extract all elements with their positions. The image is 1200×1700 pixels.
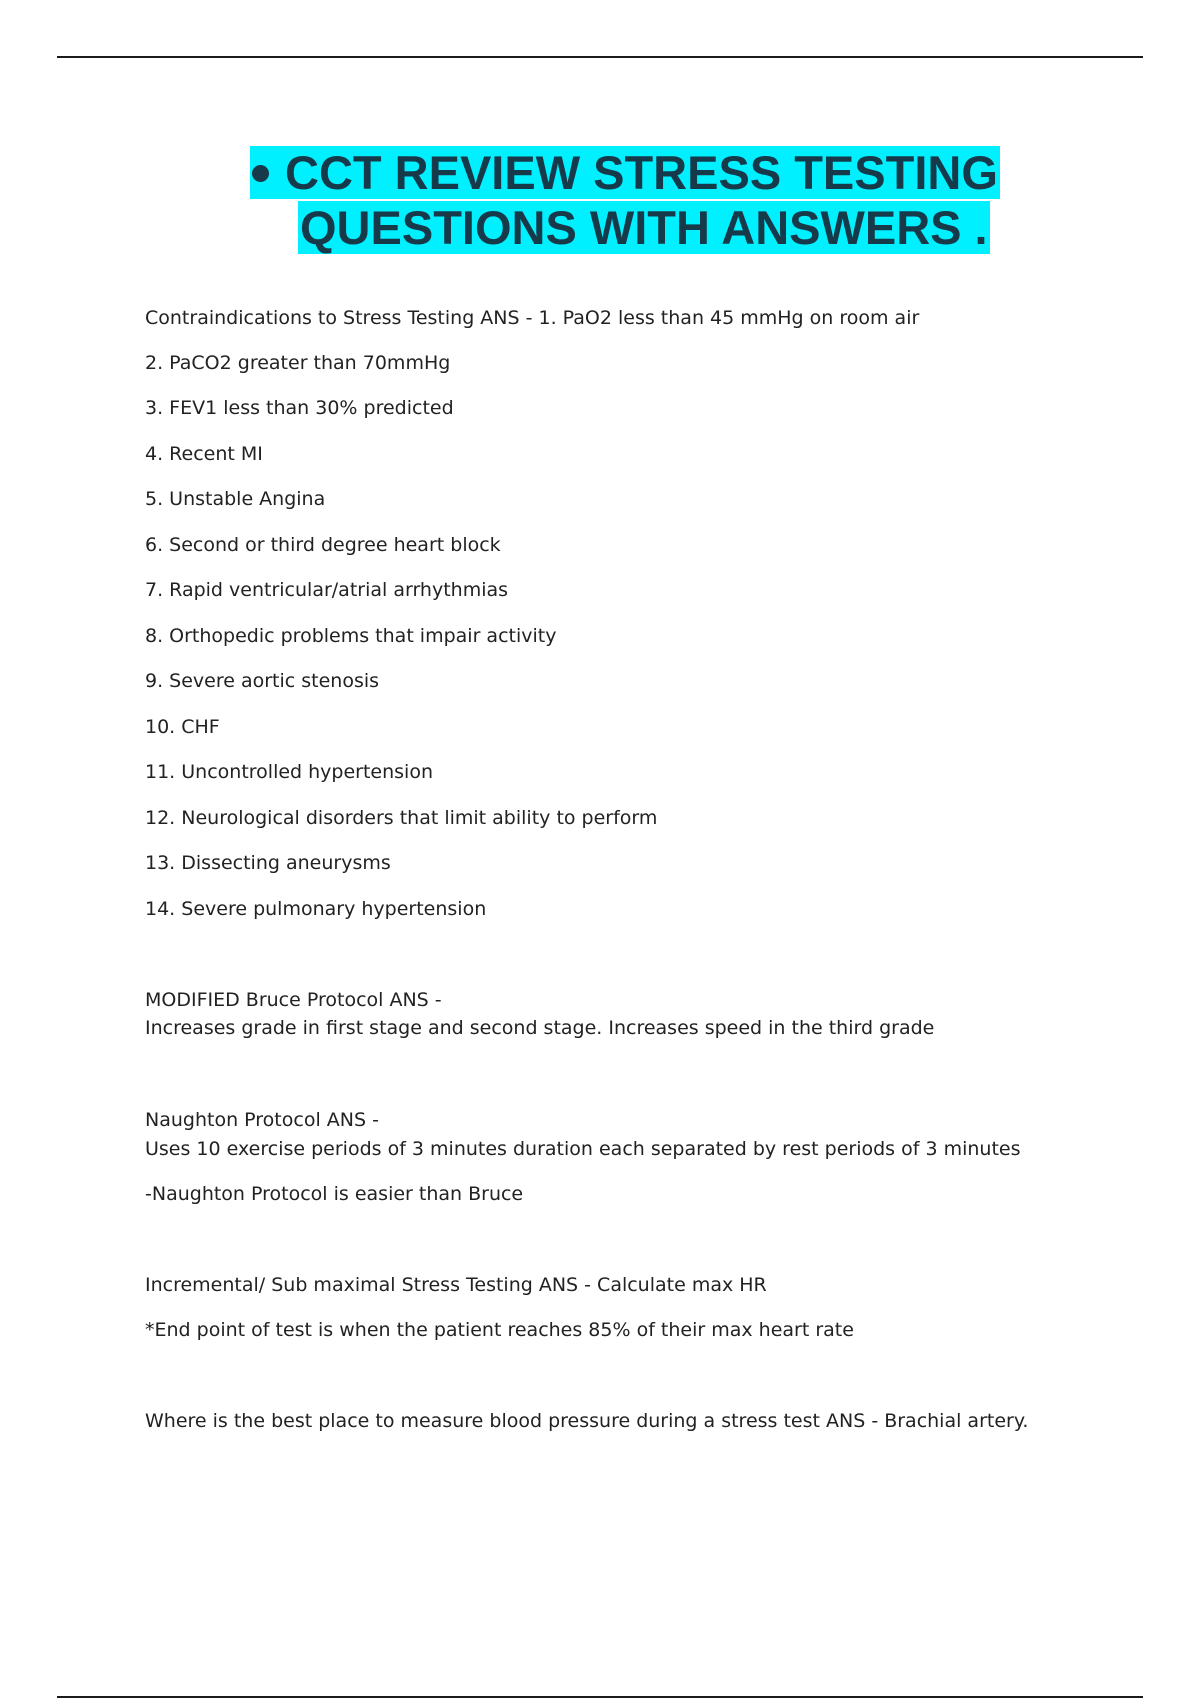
answer-modified-bruce: Increases grade in first stage and second stage. Increases speed in the third grade bbox=[145, 1017, 935, 1039]
question-modified-bruce: MODIFIED Bruce Protocol ANS - bbox=[145, 989, 442, 1011]
list-item: 13. Dissecting aneurysms bbox=[145, 852, 391, 874]
list-item: 6. Second or third degree heart block bbox=[145, 534, 501, 556]
list-item: 12. Neurological disorders that limit ability to perform bbox=[145, 807, 658, 829]
question-blood-pressure: Where is the best place to measure blood pressure during a stress test ANS - Brachial artery. bbox=[145, 1410, 1029, 1432]
list-item: 9. Severe aortic stenosis bbox=[145, 670, 380, 692]
note-naughton: -Naughton Protocol is easier than Bruce bbox=[145, 1183, 524, 1205]
document-title bbox=[250, 145, 1025, 255]
list-item: 5. Unstable Angina bbox=[145, 488, 326, 510]
list-item: 8. Orthopedic problems that impair activity bbox=[145, 625, 557, 647]
answer-naughton: Uses 10 exercise periods of 3 minutes duration each separated by rest periods of 3 minutes bbox=[145, 1138, 1021, 1160]
list-item: 2. PaCO2 greater than 70mmHg bbox=[145, 352, 451, 374]
title-line-1 bbox=[250, 145, 1025, 200]
question-contraindications: Contraindications to Stress Testing ANS - 1. PaO2 less than 45 mmHg on room air bbox=[145, 307, 920, 329]
title-line-2 bbox=[250, 200, 1025, 255]
top-rule bbox=[57, 56, 1143, 58]
title-text-2: QUESTIONS WITH ANSWERS . bbox=[300, 201, 988, 254]
list-item: 10. CHF bbox=[145, 716, 220, 738]
list-item: 3. FEV1 less than 30% predicted bbox=[145, 397, 454, 419]
list-item: 7. Rapid ventricular/atrial arrhythmias bbox=[145, 579, 509, 601]
bottom-rule bbox=[57, 1696, 1143, 1698]
question-naughton: Naughton Protocol ANS - bbox=[145, 1109, 379, 1131]
list-item: 14. Severe pulmonary hypertension bbox=[145, 898, 487, 920]
bullet-icon bbox=[252, 165, 269, 182]
question-incremental: Incremental/ Sub maximal Stress Testing ANS - Calculate max HR bbox=[145, 1274, 767, 1296]
title-text-1: CCT REVIEW STRESS TESTING bbox=[285, 146, 998, 199]
note-incremental: *End point of test is when the patient reaches 85% of their max heart rate bbox=[145, 1319, 854, 1341]
list-item: 11. Uncontrolled hypertension bbox=[145, 761, 434, 783]
list-item: 4. Recent MI bbox=[145, 443, 263, 465]
